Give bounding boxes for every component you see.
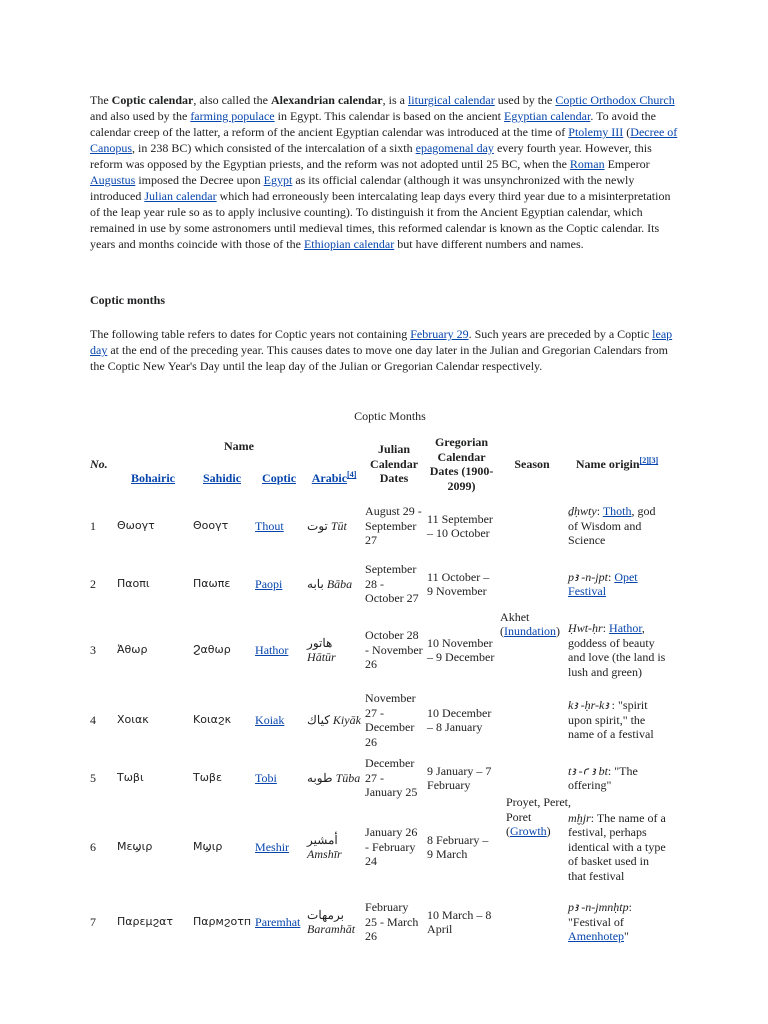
cell-gregorian: 11 September – 10 October xyxy=(427,511,493,540)
link-ethiopian-calendar[interactable]: Ethiopian calendar xyxy=(303,237,395,251)
origin-transliteration: mḫjr xyxy=(568,810,591,825)
table-caption: Coptic Months xyxy=(354,409,426,423)
link-inundation[interactable]: Inundation xyxy=(504,624,557,638)
link-hathor[interactable]: Hathor xyxy=(609,621,642,635)
cell-gregorian: 10 November – 9 December xyxy=(427,635,495,664)
intro-text: which had erroneously been intercalating leap days every third year due to a misinterpretation of the leap year rule so as to apply inclusive counting). To distinguish it from the Ancient Egyptian calendar, which remained in use by some astronomers until medieval times, this reformed calendar is known as the Coptic calendar. Its years and months coincide with those of the xyxy=(90,189,671,251)
cell-origin xyxy=(566,688,668,752)
ref-link-origin[interactable]: [2][3] xyxy=(639,455,659,465)
link-thoth[interactable]: Thoth xyxy=(602,504,632,519)
section-heading: Coptic months xyxy=(90,293,166,307)
intro-text: , also called the xyxy=(193,93,271,107)
cell-no: 4 xyxy=(90,712,96,727)
origin-text: " xyxy=(624,929,629,944)
link-month[interactable]: Paremhat xyxy=(255,914,301,929)
link-month[interactable]: Thout xyxy=(255,518,284,533)
cell-gregorian: 8 February – 9 March xyxy=(427,832,489,861)
arabic-transliteration: Hātūr xyxy=(307,650,336,664)
origin-transliteration: Ḥwt-ḥr xyxy=(568,621,603,635)
coptic-months-table xyxy=(88,432,668,954)
header-coptic[interactable] xyxy=(253,460,305,496)
cell-no: 7 xyxy=(90,914,96,929)
header-arabic[interactable] xyxy=(305,460,363,496)
cell-coptic[interactable] xyxy=(253,612,305,688)
cell-sahidic: Ϩαθωρ xyxy=(193,642,231,656)
cell-sahidic: Τωβε xyxy=(193,770,222,784)
cell-julian: February 25 - March 26 xyxy=(365,900,419,944)
link-amenhotep[interactable]: Amenhotep xyxy=(568,929,625,944)
lead-text: . Such years are preceded by a Coptic xyxy=(468,327,653,341)
lead-text: The following table refers to dates for Coptic years not containing xyxy=(90,327,411,341)
arabic-script: طوبه xyxy=(307,770,333,785)
intro-text: , is a xyxy=(382,93,408,107)
cell-arabic xyxy=(305,752,363,804)
cell-origin xyxy=(566,496,668,556)
header-bohairic[interactable] xyxy=(115,460,191,496)
table-row xyxy=(88,556,668,612)
cell-season-akhet: Akhet (Inundation) xyxy=(500,609,561,638)
cell-bohairic: Παοπι xyxy=(117,576,150,590)
intro-text: . To avoid the calendar creep of the latter, a reform of the ancient Egyptian calendar was introduced at the time of xyxy=(90,109,656,139)
sort-link-bohairic[interactable]: Bohairic xyxy=(131,470,175,485)
cell-origin xyxy=(566,612,668,688)
sort-link-arabic[interactable]: Arabic xyxy=(311,470,348,485)
origin-separator: : xyxy=(628,900,632,915)
header-julian: Julian Calendar Dates xyxy=(370,442,419,486)
intro-paragraph xyxy=(90,92,680,252)
cell-origin xyxy=(566,890,668,954)
arabic-transliteration: Tūba xyxy=(335,770,361,785)
arabic-script: هاتور xyxy=(307,635,333,650)
origin-transliteration: tꜣ -ꜥ ꜣ bt xyxy=(568,763,608,778)
cell-sahidic: Κοιαϩκ xyxy=(193,712,232,726)
origin-separator: : xyxy=(608,698,618,713)
cell-arabic xyxy=(305,496,363,556)
cell-sahidic: Παρмϩοτп xyxy=(193,914,252,928)
intro-text: ( xyxy=(623,125,631,139)
cell-coptic[interactable] xyxy=(253,752,305,804)
cell-julian: September 28 - October 27 xyxy=(365,562,419,606)
cell-no: 6 xyxy=(90,839,96,854)
origin-transliteration: pꜣ -n-jmnḥtp xyxy=(568,900,629,915)
article xyxy=(90,86,680,954)
link-february-29[interactable]: February 29 xyxy=(410,327,469,341)
link-julian-calendar[interactable]: Julian calendar xyxy=(144,189,217,203)
cell-coptic[interactable] xyxy=(253,688,305,752)
link-liturgical-calendar[interactable]: liturgical calendar xyxy=(407,93,495,107)
cell-bohairic: Μεϣιρ xyxy=(117,839,153,853)
season-name: Proyet, Peret, Poret xyxy=(506,795,571,824)
cell-no: 3 xyxy=(90,642,96,657)
cell-coptic[interactable] xyxy=(253,804,305,890)
arabic-transliteration: Bāba xyxy=(326,576,353,591)
cell-coptic[interactable] xyxy=(253,496,305,556)
link-egypt[interactable]: Egypt xyxy=(263,173,293,187)
arabic-script: كياك xyxy=(307,712,330,727)
arabic-script: توت xyxy=(307,518,328,533)
origin-text: The name of a festival, perhaps identical with a type of basket used in that festival xyxy=(568,810,666,883)
link-egyptian-calendar[interactable]: Egyptian calendar xyxy=(504,109,591,123)
cell-arabic xyxy=(305,556,363,612)
origin-separator: : xyxy=(607,569,615,584)
cell-bohairic: Τωβι xyxy=(117,770,144,784)
intro-text: as its official calendar (although it was unsynchronized with the newly introduced xyxy=(90,173,635,203)
cell-coptic[interactable] xyxy=(253,890,305,954)
origin-transliteration: ḏḥwty xyxy=(568,504,597,519)
arabic-transliteration: Amshīr xyxy=(307,847,342,861)
lead-text: at the end of the preceding year. This causes dates to move one day later in the Julian and Gregorian Calendars from the Coptic New Year's Day until the leap day of the Julian or Gregorian Calendar respectively. xyxy=(90,343,668,373)
origin-text: "spirit upon spirit," the name of a festival xyxy=(568,698,654,742)
table-row xyxy=(88,804,668,890)
cell-no: 2 xyxy=(90,576,96,591)
cell-gregorian: 9 January – 7 February xyxy=(427,763,492,792)
intro-text: imposed the Decree upon xyxy=(135,173,264,187)
origin-transliteration: pꜣ -n-jpt xyxy=(568,569,608,584)
sort-link-coptic[interactable]: Coptic xyxy=(262,470,297,485)
cell-no: 1 xyxy=(90,518,96,533)
cell-origin xyxy=(566,556,668,612)
lead-paragraph xyxy=(90,326,680,374)
intro-text: and also used by the xyxy=(90,109,191,123)
origin-separator: : xyxy=(596,504,603,519)
cell-julian: November 27 - December 26 xyxy=(365,691,416,749)
cell-julian: January 26 - February 24 xyxy=(365,825,418,869)
cell-arabic xyxy=(305,688,363,752)
origin-transliteration: kꜣ -ḥr-kꜣ xyxy=(568,698,609,713)
link-month[interactable]: Hathor xyxy=(255,642,289,657)
cell-coptic[interactable] xyxy=(253,556,305,612)
link-roman[interactable]: Roman xyxy=(569,157,605,171)
cell-julian: October 28 - November 26 xyxy=(365,628,423,672)
origin-text: , goddess of beauty and love (the land is lush and green) xyxy=(568,621,666,679)
cell-bohairic: Παρεμϩατ xyxy=(117,914,173,928)
arabic-script: برمهات xyxy=(307,907,344,922)
cell-bohairic: Ἀθωρ xyxy=(117,642,148,656)
origin-separator: : xyxy=(602,621,610,635)
table-row xyxy=(88,752,668,804)
arabic-script: بابه xyxy=(307,576,324,591)
arabic-transliteration: Tūt xyxy=(330,518,347,533)
table-row xyxy=(88,688,668,752)
table-row xyxy=(88,612,668,688)
cell-sahidic: Παωπε xyxy=(193,576,231,590)
link-decree-of-canopus[interactable]: Decree of Canopus xyxy=(90,125,678,155)
link-augustus[interactable]: Augustus xyxy=(90,173,136,187)
cell-gregorian: 11 October – 9 November xyxy=(427,569,490,598)
intro-bold-coptic-calendar: Coptic calendar xyxy=(111,93,194,107)
intro-text: used by the xyxy=(494,93,556,107)
link-epagomenal-day[interactable]: epagomenal day xyxy=(415,141,494,155)
link-month[interactable]: Tobi xyxy=(255,770,277,785)
cell-arabic xyxy=(305,804,363,890)
link-month[interactable]: Paopi xyxy=(255,576,283,591)
cell-julian: December 27 - January 25 xyxy=(365,756,418,800)
cell-bohairic: Χοιακ xyxy=(117,712,149,726)
link-opet-festival[interactable]: Opet Festival xyxy=(568,569,638,598)
link-coptic-orthodox-church[interactable]: Coptic Orthodox Church xyxy=(555,93,675,107)
intro-text: in Egypt. This calendar is based on the ancient xyxy=(274,109,505,123)
intro-text: , in 238 BC) which consisted of the intercalation of a sixth xyxy=(132,141,416,155)
intro-bold-alexandrian-calendar: Alexandrian calendar xyxy=(270,93,383,107)
link-growth[interactable]: Growth xyxy=(510,824,547,838)
intro-text: The xyxy=(90,93,112,107)
header-season: Season xyxy=(514,456,550,471)
season-proyet-label: Proyet, Peret, Poret (Growth) xyxy=(506,795,571,838)
intro-text: Emperor xyxy=(604,157,650,171)
arabic-script: أمشير xyxy=(307,832,338,847)
header-name-origin xyxy=(566,432,668,496)
origin-text: "Festival of xyxy=(568,914,624,929)
header-no: No. xyxy=(90,456,108,471)
origin-text: , god of Wisdom and Science xyxy=(568,504,656,548)
link-ptolemy-iii[interactable]: Ptolemy III xyxy=(568,125,624,139)
origin-separator: : xyxy=(607,763,615,778)
cell-bohairic: Θωογτ xyxy=(117,518,155,532)
cell-gregorian: 10 December – 8 January xyxy=(427,705,492,734)
header-name: Name xyxy=(224,438,255,453)
link-month[interactable]: Koiak xyxy=(255,712,285,727)
cell-julian: August 29 - September 27 xyxy=(365,504,422,548)
cell-gregorian: 10 March – 8 April xyxy=(427,907,492,936)
cell-origin xyxy=(566,804,668,890)
link-leap-day[interactable]: leap day xyxy=(90,327,673,357)
intro-text: every fourth year. However, this reform was opposed by the Egyptian priests, and the reform was not adopted until 25 BC, when the xyxy=(90,141,652,171)
arabic-transliteration: Baramhāt xyxy=(307,922,356,936)
cell-no: 5 xyxy=(90,770,96,785)
link-farming-populace[interactable]: farming populace xyxy=(190,109,275,123)
cell-season-proyet xyxy=(498,752,566,954)
season-name: Akhet xyxy=(500,609,530,624)
header-gregorian: Gregorian Calendar Dates (1900-2099) xyxy=(429,435,494,493)
header-name-origin-label: Name origin xyxy=(575,456,640,471)
cell-origin xyxy=(566,752,668,804)
table-row xyxy=(88,496,668,556)
table-row xyxy=(88,890,668,954)
cell-arabic xyxy=(305,612,363,688)
origin-separator: : xyxy=(590,810,597,825)
intro-text: but have different numbers and names. xyxy=(394,237,584,251)
link-month[interactable]: Meshir xyxy=(255,839,290,854)
header-sahidic[interactable] xyxy=(191,460,253,496)
origin-text: "The offering" xyxy=(568,763,638,792)
ref-link-arabic[interactable]: [4] xyxy=(347,469,357,479)
sort-link-sahidic[interactable]: Sahidic xyxy=(203,470,242,485)
cell-sahidic: Θοογτ xyxy=(193,518,229,532)
cell-arabic xyxy=(305,890,363,954)
cell-sahidic: Μϣιρ xyxy=(193,839,223,853)
arabic-transliteration: Kiyāk xyxy=(332,712,361,727)
